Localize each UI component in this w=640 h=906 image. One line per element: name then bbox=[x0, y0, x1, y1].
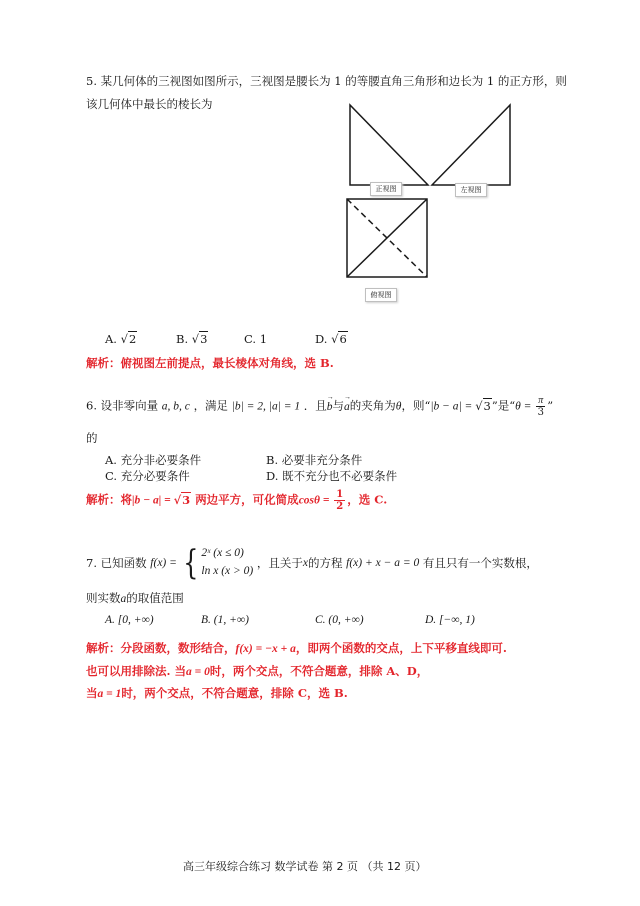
q5-line2: 该几何体中最长的棱长为 bbox=[86, 97, 213, 111]
q7-option-b: B. (1, +∞) bbox=[201, 614, 249, 626]
front-view-label: 正视图 bbox=[370, 182, 402, 196]
q6-stem-cont: 的 bbox=[86, 431, 98, 445]
q5-option-b bbox=[176, 332, 208, 346]
q5-analysis: 解析：俯视图左前提点，最长棱体对角线，选 B. bbox=[86, 356, 334, 370]
q6-option-a: A. 充分非必要条件 bbox=[105, 453, 202, 467]
q6-option-c: C. 充分必要条件 bbox=[105, 469, 190, 483]
vectors-abc: a, b, c bbox=[161, 400, 190, 413]
sqrt-2: √2 bbox=[120, 332, 137, 346]
option-a-label: A. bbox=[105, 332, 117, 346]
q7-analysis-3: 当a = 1时，两个交点，不符合题意，排除 C，选 B. bbox=[86, 686, 348, 700]
q6-stem: 6. 设非零向量 a, b, c ，满足 |b| = 2, |a| = 1 ．且→ b与→ a的夹角为θ，则“|b − a| = √3”是“θ = $\frac{\pi}{3}$ ” bbox=[86, 395, 553, 418]
piecewise-brace: { bbox=[183, 542, 199, 583]
function-f: f(x) = bbox=[150, 556, 180, 569]
option-b-label: B. bbox=[176, 332, 189, 346]
q5-option-d bbox=[315, 332, 348, 346]
q7-option-c: C. (0, +∞) bbox=[315, 614, 364, 626]
three-view-diagram bbox=[340, 95, 530, 305]
q7-stem: 7. 已知函数 f(x) = { 2ˣ (x ≤ 0) ln x (x > 0) ，且关于x的方程 f(x) + x − a = 0 有且只有一个实数根， bbox=[86, 542, 538, 583]
q6-option-d: D. 既不充分也不必要条件 bbox=[266, 469, 398, 483]
left-view-label: 左视图 bbox=[455, 183, 487, 197]
left-view-triangle bbox=[432, 105, 510, 185]
front-view-triangle bbox=[350, 105, 428, 185]
q6-option-b: B. 必要非充分条件 bbox=[266, 453, 363, 467]
q5-option-a bbox=[105, 332, 137, 346]
q7-option-a: A. [0, +∞) bbox=[105, 614, 154, 626]
page-footer: 高三年级综合练习 数学试卷 第 2 页 （共 12 页） bbox=[183, 860, 427, 873]
q7-option-d: D. [−∞, 1) bbox=[425, 614, 475, 626]
equation: f(x) + x − a = 0 bbox=[346, 556, 420, 569]
sqrt-3: √3 bbox=[191, 332, 208, 346]
condition-b-minus-a: |b − a| = bbox=[430, 400, 476, 413]
q7-analysis-2: 也可以用排除法. 当a = 0时，两个交点，不符合题意，排除 A、D， bbox=[86, 664, 429, 678]
condition-norms: |b| = 2, |a| = 1 bbox=[231, 400, 301, 413]
q7-line2: 则实数a的取值范围 bbox=[86, 591, 184, 605]
piecewise-definition: 2ˣ (x ≤ 0) ln x (x > 0) bbox=[201, 547, 254, 577]
q5-line1: 5. 某几何体的三视图如图所示，三视图是腰长为 1 的等腰直角三角形和边长为 1 的正方形，则 bbox=[86, 74, 567, 88]
option-d-label: D. bbox=[315, 332, 328, 346]
pi-over-3: $\frac{\pi}{3}$ bbox=[537, 395, 544, 418]
q5-option-c: C. 1 bbox=[244, 332, 268, 346]
q6-analysis: 解析：将|b − a| = √3 两边平方，可化简成cosθ = $\frac{1}{2}$ ，选 C. bbox=[86, 489, 388, 512]
sqrt-6: √6 bbox=[331, 332, 347, 346]
top-view-label: 俯视图 bbox=[365, 288, 397, 302]
q7-analysis-1: 解析：分段函数，数形结合，f(x) = −x + a，即两个函数的交点，上下平移直线即可. bbox=[86, 641, 507, 655]
